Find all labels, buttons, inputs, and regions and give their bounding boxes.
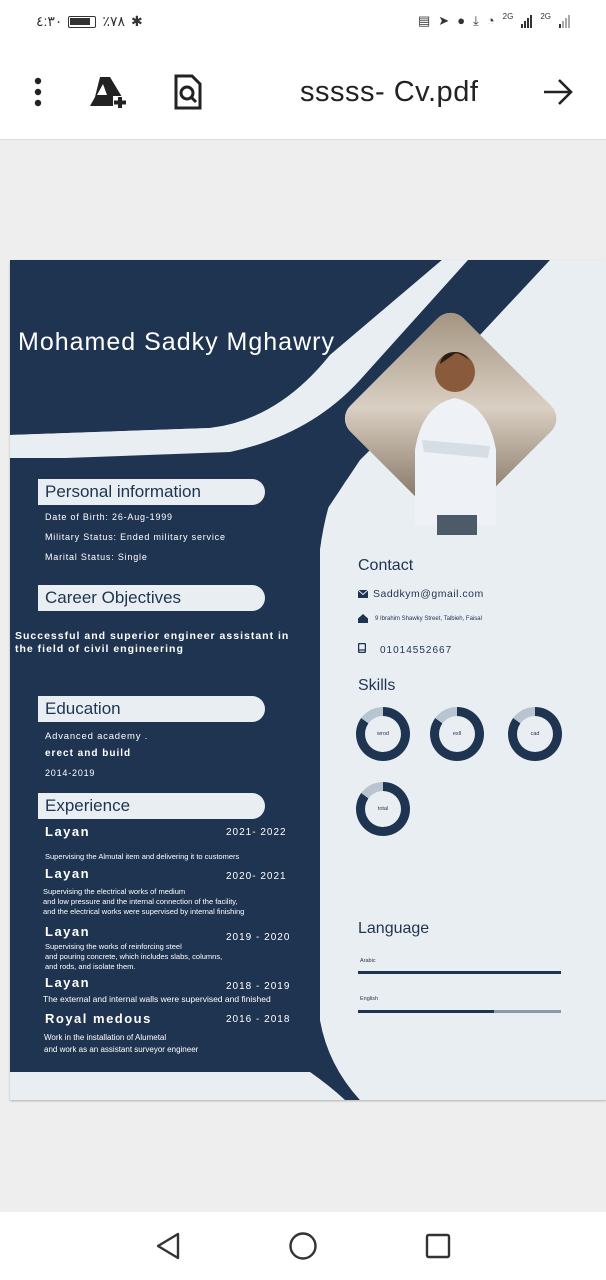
mail-icon	[358, 590, 368, 598]
skill-label: wrod	[377, 731, 389, 737]
arrow-forward-icon	[542, 78, 574, 106]
military-status: Military Status: Ended military service	[45, 532, 226, 542]
more-options-button[interactable]	[18, 72, 58, 112]
language-bar-fill	[358, 971, 561, 974]
career-objectives-heading: Career Objectives	[38, 585, 265, 611]
sim-card-icon: ▤	[417, 12, 431, 28]
status-left	[36, 13, 143, 30]
battery-icon	[68, 16, 96, 28]
skill-label: total	[377, 806, 389, 812]
phone-icon	[358, 643, 366, 653]
battery-percent: ٪٧٨	[102, 13, 126, 29]
education-detail: erect and build	[45, 748, 132, 759]
education-school: Advanced academy .	[45, 731, 149, 742]
experience-years: 2021- 2022	[226, 827, 287, 838]
education-heading: Education	[38, 696, 265, 722]
skill-donut	[508, 707, 562, 761]
telegram-icon: ➤	[438, 12, 450, 28]
language-bar	[358, 1010, 561, 1013]
experience-desc: The external and internal walls were supervised and finished	[43, 994, 271, 1004]
notification-icon: ●	[457, 13, 466, 28]
experience-company: Royal medous	[45, 1011, 152, 1026]
recents-square-icon	[424, 1232, 452, 1260]
status-bar	[0, 0, 606, 44]
experience-company: Layan	[45, 924, 91, 939]
experience-desc: and work as an assistant surveyor engineer	[44, 1045, 199, 1054]
skills-heading: Skills	[358, 677, 396, 694]
language-heading: Language	[358, 920, 430, 937]
home-circle-icon	[288, 1231, 318, 1261]
home-icon	[358, 614, 368, 623]
experience-desc: and the electrical works were supervised by internal finishing	[43, 907, 245, 916]
document-title: sssss- Cv.pdf	[300, 76, 479, 108]
language-bar-fill	[358, 1010, 494, 1013]
language-label: English	[360, 996, 379, 1002]
status-right	[418, 12, 570, 29]
save-to-drive-button[interactable]	[88, 72, 128, 112]
skill-donut	[356, 782, 410, 836]
experience-company: Layan	[45, 866, 91, 881]
contact-phone: 01014552667	[380, 645, 453, 656]
wifi-icon: ◔	[486, 13, 495, 28]
skill-label: cad	[530, 731, 540, 737]
find-in-document-button[interactable]	[168, 72, 208, 112]
signal-icon-1	[521, 14, 532, 28]
date-of-birth: Date of Birth: 26-Aug-1999	[45, 512, 173, 522]
language-label: Arabic	[360, 958, 376, 964]
skill-donut	[430, 707, 484, 761]
career-objective-line-1: Successful and superior engineer assistant in	[15, 630, 290, 642]
experience-desc: and rods, and isolate them.	[45, 962, 136, 971]
education-years: 2014-2019	[45, 768, 96, 778]
home-button[interactable]	[287, 1230, 319, 1262]
bluetooth-icon: ✱	[131, 13, 143, 29]
back-button[interactable]	[152, 1230, 184, 1262]
open-with-button[interactable]	[538, 72, 578, 112]
download-icon: ⤓	[473, 12, 479, 28]
experience-years: 2019 - 2020	[226, 932, 291, 943]
more-vert-icon	[33, 77, 43, 107]
cv-name: Mohamed Sadky Mghawry	[18, 328, 335, 356]
contact-heading: Contact	[358, 557, 414, 574]
network-type-2: 2G	[540, 12, 551, 21]
career-objective-line-2: the field of civil engineering	[15, 643, 184, 655]
contact-email: Saddkym@gmail.com	[373, 588, 484, 600]
system-nav-bar	[0, 1212, 606, 1280]
marital-status: Marital Status: Single	[45, 552, 148, 562]
skill-label: exll	[452, 731, 462, 737]
experience-years: 2020- 2021	[226, 871, 287, 882]
viewer-toolbar	[0, 44, 606, 140]
personal-info-heading: Personal information	[38, 479, 265, 505]
skill-donut	[356, 707, 410, 761]
cv-background-shapes	[10, 260, 606, 1100]
experience-company: Layan	[45, 975, 91, 990]
experience-years: 2018 - 2019	[226, 981, 291, 992]
pdf-page[interactable]	[10, 260, 606, 1100]
experience-desc: Work in the installation of Alumetal	[44, 1033, 167, 1042]
recents-button[interactable]	[422, 1230, 454, 1262]
language-bar	[358, 971, 561, 974]
experience-company: Layan	[45, 824, 91, 839]
signal-icon-2	[559, 14, 570, 28]
drive-add-icon	[88, 75, 128, 109]
experience-years: 2016 - 2018	[226, 1014, 291, 1025]
experience-desc: Supervising the works of reinforcing steel	[45, 942, 182, 951]
status-time: ٤:٣٠	[36, 13, 63, 29]
contact-address: 9 Ibrahim Shawky Street, Talbieh, Faisal	[375, 616, 482, 622]
experience-desc: and low pressure and the internal connection of the facility,	[43, 897, 238, 906]
back-triangle-icon	[155, 1232, 181, 1260]
experience-heading: Experience	[38, 793, 265, 819]
experience-desc: and pouring concrete, which includes slabs, columns,	[45, 952, 223, 961]
experience-desc: Supervising the Almutal item and delivering it to customers	[45, 852, 240, 861]
network-type-1: 2G	[502, 12, 514, 21]
experience-desc: Supervising the electrical works of medium	[43, 887, 186, 896]
document-search-icon	[173, 74, 203, 110]
